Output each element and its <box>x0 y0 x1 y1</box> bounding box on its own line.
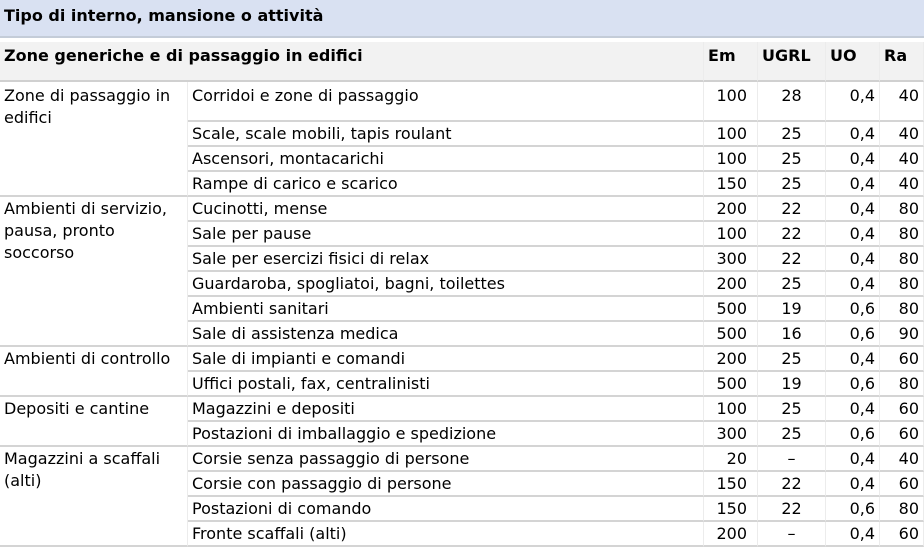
task-cell: Corridoi e zone di passaggio <box>188 82 704 122</box>
uo-cell: 0,4 <box>826 82 880 122</box>
em-cell: 500 <box>704 297 758 322</box>
ugrl-cell: 22 <box>758 472 826 497</box>
document-title: Tipo di interno, mansione o attività <box>0 0 924 38</box>
uo-cell: 0,4 <box>826 172 880 197</box>
ra-cell: 60 <box>880 472 924 497</box>
ugrl-cell: 22 <box>758 197 826 222</box>
ugrl-cell: 25 <box>758 122 826 147</box>
uo-cell: 0,4 <box>826 122 880 147</box>
column-header-uo: UO <box>826 42 880 82</box>
task-cell: Uffici postali, fax, centralinisti <box>188 372 704 397</box>
ugrl-cell: 25 <box>758 172 826 197</box>
column-header-ugrl: UGRL <box>758 42 826 82</box>
uo-cell: 0,6 <box>826 372 880 397</box>
ra-cell: 80 <box>880 222 924 247</box>
em-cell: 100 <box>704 122 758 147</box>
task-cell: Fronte scaffali (alti) <box>188 522 704 547</box>
task-cell: Sale per pause <box>188 222 704 247</box>
task-cell: Magazzini e depositi <box>188 397 704 422</box>
em-cell: 200 <box>704 522 758 547</box>
task-cell: Sale per esercizi fisici di relax <box>188 247 704 272</box>
ra-cell: 40 <box>880 82 924 122</box>
ra-cell: 40 <box>880 147 924 172</box>
table-row <box>0 447 924 472</box>
uo-cell: 0,4 <box>826 347 880 372</box>
ugrl-cell: 22 <box>758 222 826 247</box>
uo-cell: 0,4 <box>826 147 880 172</box>
em-cell: 20 <box>704 447 758 472</box>
ugrl-cell: 16 <box>758 322 826 347</box>
task-cell: Scale, scale mobili, tapis roulant <box>188 122 704 147</box>
ra-cell: 90 <box>880 322 924 347</box>
uo-cell: 0,6 <box>826 422 880 447</box>
ugrl-cell: 25 <box>758 422 826 447</box>
group-name: Depositi e cantine <box>0 397 188 447</box>
task-cell: Corsie senza passaggio di persone <box>188 447 704 472</box>
task-cell: Cucinotti, mense <box>188 197 704 222</box>
uo-cell: 0,4 <box>826 397 880 422</box>
table-row <box>0 82 924 122</box>
ugrl-cell: 22 <box>758 497 826 522</box>
em-cell: 500 <box>704 322 758 347</box>
uo-cell: 0,6 <box>826 297 880 322</box>
ra-cell: 80 <box>880 497 924 522</box>
uo-cell: 0,4 <box>826 222 880 247</box>
task-cell: Guardaroba, spogliatoi, bagni, toilettes <box>188 272 704 297</box>
em-cell: 100 <box>704 397 758 422</box>
task-cell: Postazioni di comando <box>188 497 704 522</box>
table-header-row <box>0 42 924 82</box>
ugrl-cell: – <box>758 522 826 547</box>
ugrl-cell: 25 <box>758 272 826 297</box>
table-row <box>0 197 924 222</box>
uo-cell: 0,4 <box>826 447 880 472</box>
em-cell: 150 <box>704 497 758 522</box>
ra-cell: 60 <box>880 422 924 447</box>
uo-cell: 0,4 <box>826 272 880 297</box>
uo-cell: 0,4 <box>826 472 880 497</box>
ra-cell: 40 <box>880 447 924 472</box>
task-cell: Postazioni di imballaggio e spedizione <box>188 422 704 447</box>
ugrl-cell: 22 <box>758 247 826 272</box>
em-cell: 200 <box>704 272 758 297</box>
task-cell: Corsie con passaggio di persone <box>188 472 704 497</box>
uo-cell: 0,4 <box>826 522 880 547</box>
group-name: Ambienti di servizio, pausa, pronto soccorso <box>0 197 188 347</box>
ugrl-cell: 19 <box>758 297 826 322</box>
group-name: Magazzini a scaffali (alti) <box>0 447 188 547</box>
ra-cell: 80 <box>880 372 924 397</box>
column-header-em: Em <box>704 42 758 82</box>
table-row <box>0 397 924 422</box>
ugrl-cell: – <box>758 447 826 472</box>
em-cell: 100 <box>704 222 758 247</box>
em-cell: 150 <box>704 172 758 197</box>
ra-cell: 60 <box>880 347 924 372</box>
ugrl-cell: 19 <box>758 372 826 397</box>
group-name: Zone di passaggio in edifici <box>0 82 188 197</box>
ra-cell: 80 <box>880 297 924 322</box>
em-cell: 300 <box>704 422 758 447</box>
ugrl-cell: 25 <box>758 397 826 422</box>
uo-cell: 0,4 <box>826 197 880 222</box>
ra-cell: 80 <box>880 247 924 272</box>
em-cell: 150 <box>704 472 758 497</box>
uo-cell: 0,4 <box>826 247 880 272</box>
group-name: Ambienti di controllo <box>0 347 188 397</box>
ra-cell: 40 <box>880 122 924 147</box>
ugrl-cell: 25 <box>758 347 826 372</box>
ugrl-cell: 25 <box>758 147 826 172</box>
ugrl-cell: 28 <box>758 82 826 122</box>
task-cell: Rampe di carico e scarico <box>188 172 704 197</box>
task-cell: Ascensori, montacarichi <box>188 147 704 172</box>
table-body <box>0 82 924 547</box>
em-cell: 500 <box>704 372 758 397</box>
ra-cell: 60 <box>880 522 924 547</box>
column-header-ra: Ra <box>880 42 924 82</box>
em-cell: 300 <box>704 247 758 272</box>
ra-cell: 80 <box>880 272 924 297</box>
task-cell: Sale di assistenza medica <box>188 322 704 347</box>
ra-cell: 40 <box>880 172 924 197</box>
em-cell: 100 <box>704 147 758 172</box>
task-cell: Ambienti sanitari <box>188 297 704 322</box>
uo-cell: 0,6 <box>826 497 880 522</box>
em-cell: 200 <box>704 347 758 372</box>
task-cell: Sale di impianti e comandi <box>188 347 704 372</box>
uo-cell: 0,6 <box>826 322 880 347</box>
requirements-table <box>0 42 924 547</box>
ra-cell: 60 <box>880 397 924 422</box>
ra-cell: 80 <box>880 197 924 222</box>
em-cell: 200 <box>704 197 758 222</box>
section-header: Zone generiche e di passaggio in edifici <box>0 42 704 82</box>
table-row <box>0 347 924 372</box>
em-cell: 100 <box>704 82 758 122</box>
